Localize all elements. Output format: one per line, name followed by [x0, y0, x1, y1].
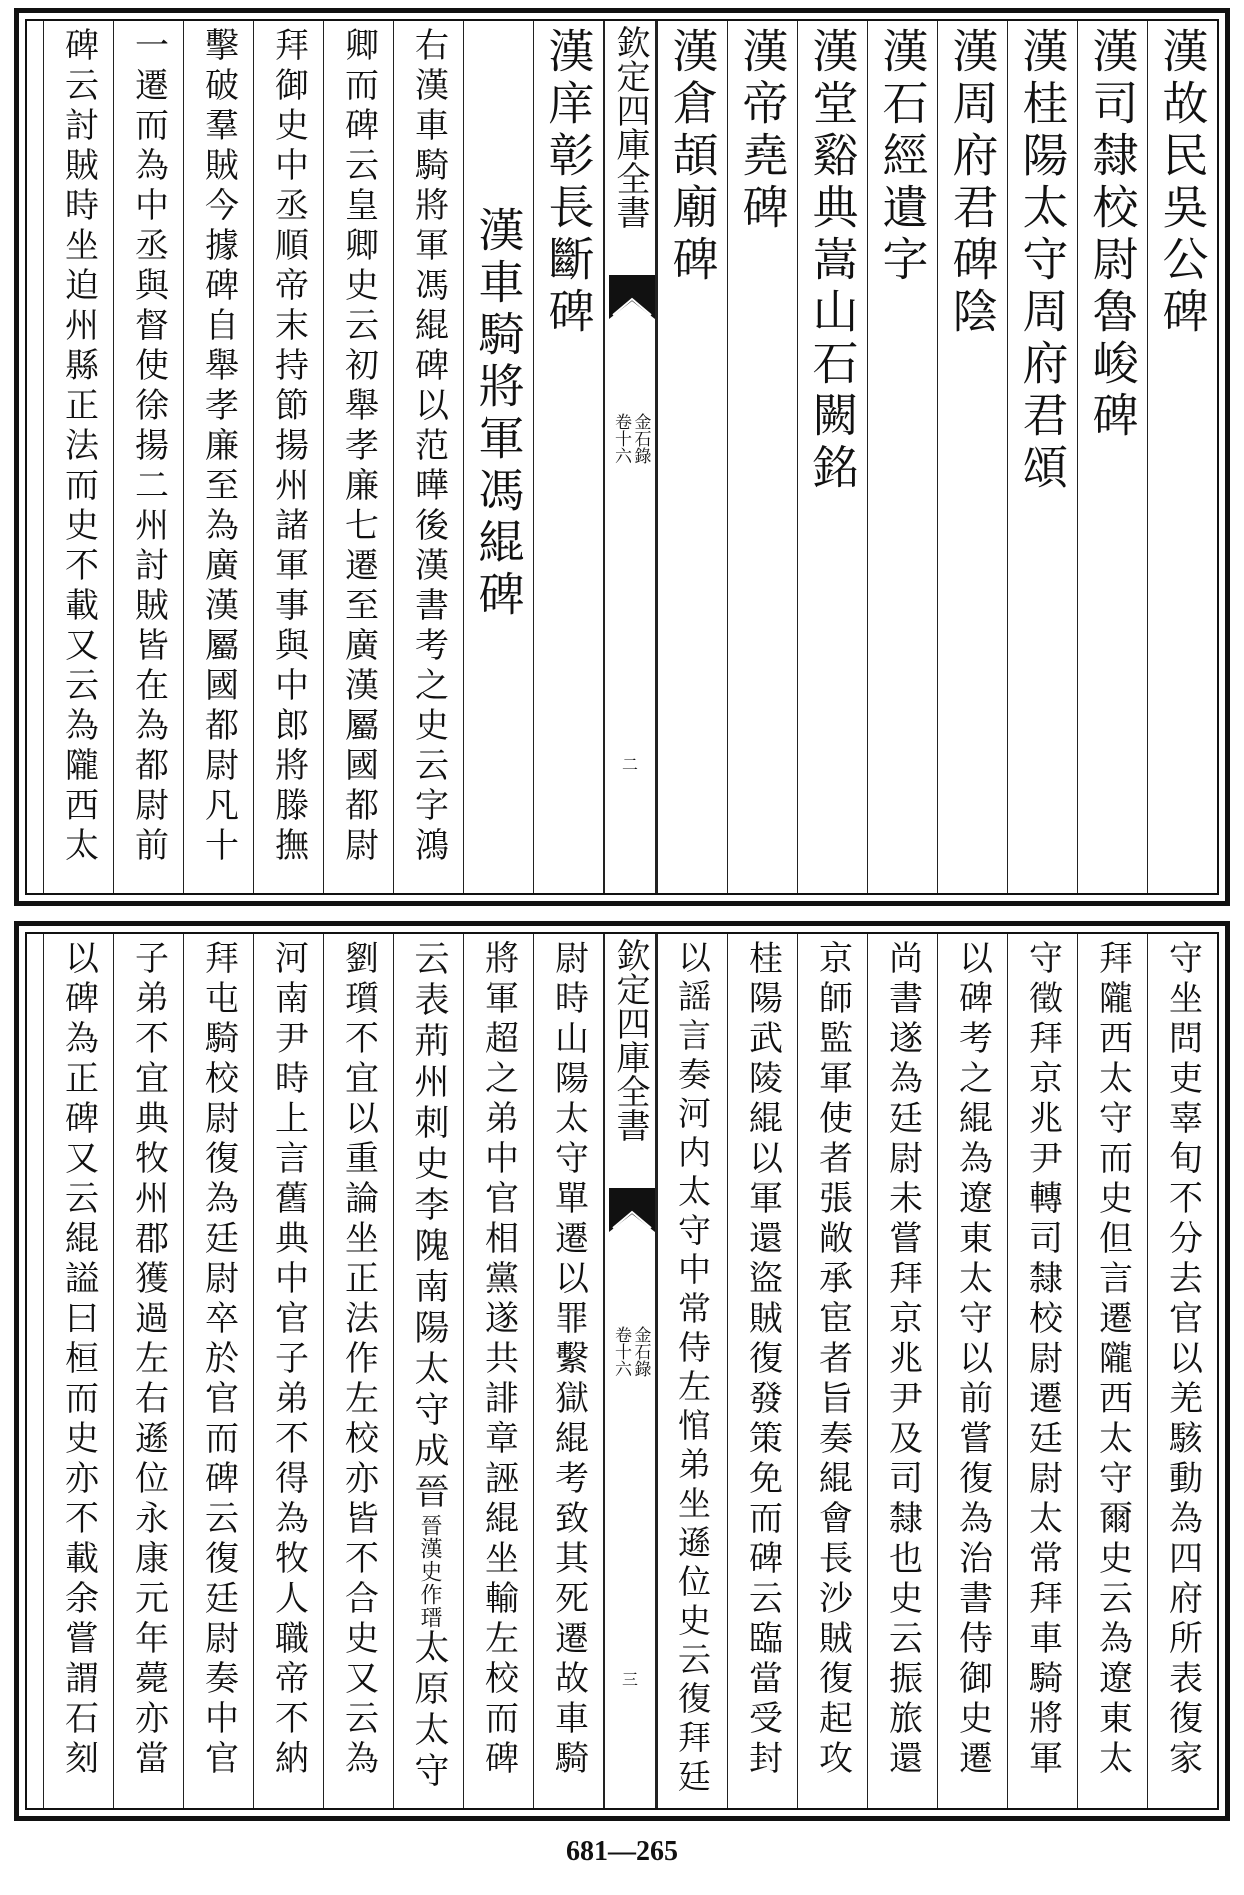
- column-text: [882, 940, 923, 1780]
- column-main-text: 拜屯騎校尉復為廷尉卒於官而碑云復廷尉奏中官: [198, 940, 239, 1780]
- column-main-text: 劉瓆不宜以重論坐正法作左校亦皆不合史又云為: [338, 940, 379, 1780]
- column-main-text: 尚書遂為廷尉未嘗拜京兆尹及司隸也史云振旅還: [882, 940, 923, 1780]
- text-column: [43, 934, 113, 1808]
- center-spine: [603, 934, 657, 1808]
- column-text: [478, 940, 519, 1780]
- fishtail-mark-icon: [609, 1188, 655, 1232]
- text-column: [253, 934, 323, 1808]
- column-main-text: 拜御史中丞順帝末持節揚州諸軍事與中郎將滕撫: [268, 27, 309, 867]
- column-text: [268, 27, 309, 867]
- column-main-text: 守徵拜京兆尹轉司隸校尉遷廷尉太常拜車騎將軍: [1022, 940, 1063, 1780]
- column-text: [665, 27, 720, 287]
- column-text: [338, 940, 379, 1780]
- top-page-columns: [27, 21, 1217, 893]
- column-main-text: 漢石經遺字: [875, 27, 930, 287]
- text-column: [1077, 934, 1147, 1808]
- column-main-text: 漢司隸校尉魯峻碑: [1085, 27, 1140, 443]
- column-main-text: 漢庠彰長斷碑: [541, 27, 596, 339]
- column-main-text: 以碑為正碑又云緄謚曰桓而史亦不載余嘗謂石刻: [58, 940, 99, 1780]
- spine-book-title: 金石錄: [630, 413, 651, 464]
- fishtail-mark-icon: [609, 275, 655, 319]
- column-main-text: 漢堂谿典嵩山石闕銘: [805, 27, 860, 495]
- column-text: [1015, 27, 1070, 495]
- column-main-text: 碑云討賊時坐迫州縣正法而史不載又云為隴西太: [58, 27, 99, 867]
- column-text: [268, 940, 309, 1780]
- text-column: [727, 934, 797, 1808]
- bottom-page-inner-border: [25, 932, 1219, 1810]
- column-main-text: 漢周府君碑陰: [945, 27, 1000, 339]
- column-text: [1022, 940, 1063, 1780]
- text-column: [797, 21, 867, 893]
- column-main-text: 尉時山陽太守單遷以罪繫獄緄考致其死遷故車騎: [548, 940, 589, 1780]
- column-text: [128, 27, 169, 867]
- column-text: [198, 940, 239, 1780]
- column-text: [471, 206, 526, 622]
- bottom-page-columns: [27, 934, 1217, 1808]
- text-column: [867, 21, 937, 893]
- text-column: [183, 934, 253, 1808]
- text-column: [323, 21, 393, 893]
- text-column: [533, 934, 603, 1808]
- top-page-frame: [14, 8, 1230, 906]
- text-column: [727, 21, 797, 893]
- column-text: [409, 940, 449, 1793]
- spine-side-labels: [610, 413, 649, 464]
- column-text: [1155, 27, 1210, 339]
- text-column: [183, 21, 253, 893]
- column-text: [128, 940, 169, 1780]
- column-main-text: 擊破羣賊今據碑自舉孝廉至為廣漢屬國都尉凡十: [198, 27, 239, 867]
- spine-book-title: 金石錄: [630, 1326, 651, 1377]
- text-column: [393, 21, 463, 893]
- top-page-inner-border: [25, 19, 1219, 895]
- text-column: [657, 934, 727, 1808]
- text-column: [1007, 934, 1077, 1808]
- column-text: [58, 940, 99, 1780]
- column-text: [198, 27, 239, 867]
- spine-side-labels: [610, 1326, 649, 1377]
- column-main-text: 云表荊州刺史李隗南陽太守成晉: [409, 940, 449, 1514]
- text-column: [867, 934, 937, 1808]
- column-text: [673, 940, 712, 1798]
- column-main-text: 以碑考之緄為遼東太守以前嘗復為治書侍御史遷: [952, 940, 993, 1780]
- text-column: [253, 21, 323, 893]
- bottom-page-frame: [14, 921, 1230, 1821]
- column-text: [548, 940, 589, 1780]
- column-main-text: 桂陽武陵緄以軍還盜賊復發策免而碑云臨當受封: [742, 940, 783, 1780]
- column-main-text: 漢故民吳公碑: [1155, 27, 1210, 339]
- column-tail-text: 太原太守: [409, 1629, 449, 1793]
- text-column: [113, 934, 183, 1808]
- text-column: [463, 21, 533, 893]
- column-main-text: 守坐問吏辜旬不分去官以羌駭動為四府所表復家: [1162, 940, 1203, 1780]
- column-text: [1162, 940, 1203, 1780]
- text-column: [113, 21, 183, 893]
- text-column: [937, 934, 1007, 1808]
- column-main-text: 右漢車騎將軍馮緄碑以范曄後漢書考之史云字鴻: [408, 27, 449, 867]
- column-text: [945, 27, 1000, 339]
- center-spine: [603, 21, 657, 893]
- text-column: [1007, 21, 1077, 893]
- column-text: [805, 27, 860, 495]
- spine-volume: 卷十六: [611, 1326, 631, 1377]
- spine-page-number: 三: [621, 1670, 639, 1689]
- column-text: [541, 27, 596, 339]
- text-column: [937, 21, 1007, 893]
- spine-page-number: 二: [621, 755, 639, 774]
- spine-volume: 卷十六: [611, 413, 631, 464]
- text-column: [1147, 21, 1217, 893]
- text-column: [463, 934, 533, 1808]
- text-column: [1147, 934, 1217, 1808]
- column-text: [812, 940, 853, 1780]
- column-text: [338, 27, 379, 867]
- column-text: [742, 940, 783, 1780]
- column-main-text: 京師監軍使者張敞承宦者旨奏緄會長沙賊復起攻: [812, 940, 853, 1780]
- column-main-text: 將軍超之弟中官相黨遂共誹章誣緄坐輸左校而碑: [478, 940, 519, 1780]
- column-main-text: 卿而碑云皇卿史云初舉孝廉七遷至廣漢屬國都尉: [338, 27, 379, 867]
- text-column: [533, 21, 603, 893]
- column-main-text: 一遷而為中丞與督使徐揚二州討賊皆在為都尉前: [128, 27, 169, 867]
- text-column: [657, 21, 727, 893]
- column-text: [1092, 940, 1133, 1780]
- column-text: [1085, 27, 1140, 443]
- column-text: [735, 27, 790, 235]
- column-main-text: 以謡言奏河内太守中常侍左悺弟坐遜位史云復拜廷: [673, 940, 712, 1798]
- column-text: [952, 940, 993, 1780]
- column-main-text: 漢倉頡廟碑: [665, 27, 720, 287]
- spine-title: 欽定四庫全書: [610, 938, 650, 1142]
- text-column: [797, 934, 867, 1808]
- column-main-text: 拜隴西太守而史但言遷隴西太守爾史云為遼東太: [1092, 940, 1133, 1780]
- spine-title: 欽定四庫全書: [610, 25, 650, 229]
- column-text: [58, 27, 99, 867]
- interlinear-note: 晉漢史作瑨: [417, 1514, 442, 1629]
- text-column: [1077, 21, 1147, 893]
- text-column: [43, 21, 113, 893]
- column-main-text: 漢桂陽太守周府君頌: [1015, 27, 1070, 495]
- column-main-text: 漢車騎將軍馮緄碑: [471, 206, 526, 622]
- column-text: [875, 27, 930, 287]
- column-text: [408, 27, 449, 867]
- column-main-text: 河南尹時上言舊典中官子弟不得為牧人職帝不納: [268, 940, 309, 1780]
- text-column: [393, 934, 463, 1808]
- column-main-text: 漢帝堯碑: [735, 27, 790, 235]
- column-main-text: 子弟不宜典牧州郡獲過左右遜位永康元年薨亦當: [128, 940, 169, 1780]
- folio-number: 681—265: [566, 1836, 678, 1867]
- text-column: [323, 934, 393, 1808]
